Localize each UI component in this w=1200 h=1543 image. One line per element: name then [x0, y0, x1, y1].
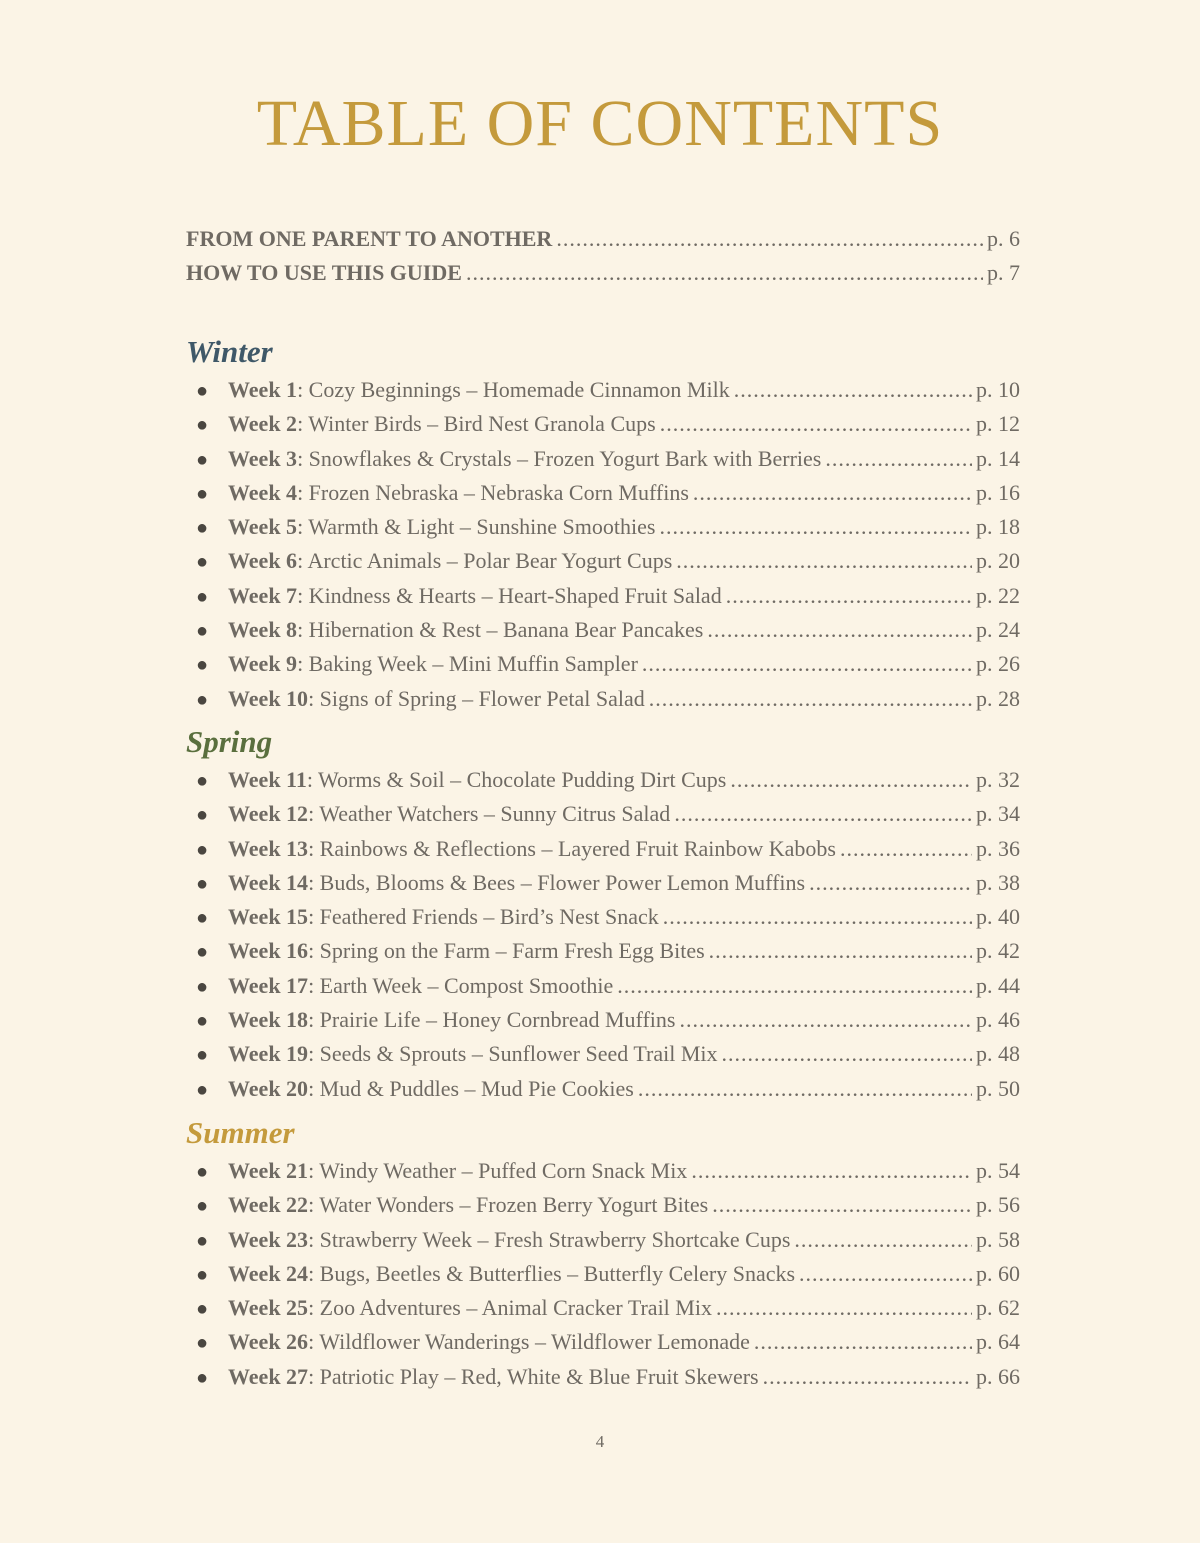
- dot-leader: [730, 767, 972, 793]
- week-label: Week 21: [228, 1158, 309, 1183]
- entry-label: FROM ONE PARENT TO ANOTHER: [186, 226, 553, 251]
- entry-page: p. 6: [987, 226, 1020, 251]
- season-heading-summer: Summer: [186, 1115, 295, 1150]
- dot-leader: [693, 480, 972, 506]
- toc-entry-week[interactable]: [196, 801, 1020, 835]
- entry-page: p. 44: [976, 972, 1020, 998]
- bullet-icon: ●: [196, 585, 209, 608]
- entry-page: p. 28: [976, 685, 1020, 711]
- bullet-icon: ●: [196, 1263, 209, 1286]
- dot-leader: [825, 446, 972, 472]
- entry-page: p. 34: [976, 801, 1020, 827]
- week-label: Week 7: [228, 582, 298, 608]
- week-label: Week 23: [228, 1226, 309, 1252]
- week-label: Week 4: [228, 479, 298, 505]
- week-label: Week 12: [228, 801, 309, 827]
- toc-entry-week[interactable]: [196, 617, 1020, 651]
- week-title: : Windy Weather – Puffed Corn Snack Mix: [308, 1158, 688, 1183]
- toc-entry-front-1[interactable]: [186, 226, 1020, 260]
- dot-leader: [794, 1227, 972, 1253]
- toc-entry-week[interactable]: [196, 446, 1020, 480]
- entry-page: p. 56: [976, 1192, 1020, 1218]
- week-label: Week 8: [228, 617, 298, 643]
- entry-page: p. 54: [976, 1158, 1020, 1183]
- week-title: : Arctic Animals – Polar Bear Yogurt Cups: [297, 548, 673, 574]
- toc-entry-week[interactable]: [196, 1261, 1020, 1295]
- week-label: Week 2: [228, 411, 298, 437]
- dot-leader: [663, 904, 972, 930]
- dot-leader: [679, 1007, 972, 1033]
- dot-leader: [617, 973, 972, 999]
- week-label: Week 26: [228, 1329, 309, 1355]
- toc-entry-week[interactable]: [196, 1192, 1020, 1226]
- toc-entry-week[interactable]: [196, 1364, 1020, 1398]
- entry-page: p. 10: [976, 377, 1020, 402]
- entry-page: p. 24: [976, 617, 1020, 643]
- dot-leader: [466, 260, 983, 286]
- bullet-icon: ●: [196, 1332, 209, 1355]
- bullet-icon: ●: [196, 654, 209, 677]
- bullet-icon: ●: [196, 448, 209, 471]
- page-title: TABLE OF CONTENTS: [256, 87, 944, 160]
- season-list-winter: [196, 377, 1020, 720]
- week-title: : Strawberry Week – Fresh Strawberry Shortcake Cups: [308, 1226, 791, 1252]
- entry-page: p. 26: [976, 651, 1020, 677]
- week-title: : Baking Week – Mini Muffin Sampler: [297, 651, 638, 677]
- bullet-icon: ●: [196, 1044, 209, 1067]
- entry-page: p. 22: [976, 582, 1020, 608]
- week-label: Week 16: [228, 938, 309, 964]
- toc-entry-week[interactable]: [196, 870, 1020, 904]
- week-title: : Warmth & Light – Sunshine Smoothies: [297, 514, 656, 540]
- entry-page: p. 46: [976, 1007, 1020, 1033]
- week-title: : Kindness & Hearts – Heart-Shaped Fruit Salad: [297, 582, 722, 608]
- entry-label: HOW TO USE THIS GUIDE: [186, 260, 462, 285]
- week-title: : Signs of Spring – Flower Petal Salad: [308, 685, 645, 711]
- week-title: : Earth Week – Compost Smoothie: [308, 972, 614, 998]
- week-label: Week 9: [228, 651, 298, 677]
- week-title: : Feathered Friends – Bird’s Nest Snack: [308, 904, 659, 930]
- week-label: Week 22: [228, 1192, 309, 1218]
- week-label: Week 11: [228, 767, 307, 792]
- dot-leader: [726, 583, 972, 609]
- bullet-icon: ●: [196, 838, 209, 861]
- entry-page: p. 38: [976, 869, 1020, 895]
- entry-page: p. 18: [976, 514, 1020, 540]
- bullet-icon: ●: [196, 1195, 209, 1218]
- entry-page: p. 20: [976, 548, 1020, 574]
- bullet-icon: ●: [196, 688, 209, 711]
- bullet-icon: ●: [196, 414, 209, 437]
- week-label: Week 13: [228, 835, 309, 861]
- dot-leader: [638, 1076, 972, 1102]
- entry-page: p. 62: [976, 1295, 1020, 1321]
- bullet-icon: ●: [196, 975, 209, 998]
- bullet-icon: ●: [196, 551, 209, 574]
- dot-leader: [660, 411, 972, 437]
- bullet-icon: ●: [196, 872, 209, 895]
- week-title: : Hibernation & Rest – Banana Bear Pancakes: [297, 617, 704, 643]
- dot-leader: [649, 686, 972, 712]
- toc-entry-week[interactable]: [196, 1007, 1020, 1041]
- dot-leader: [722, 1041, 972, 1067]
- week-label: Week 14: [228, 869, 309, 895]
- bullet-icon: ●: [196, 1229, 209, 1252]
- bullet-icon: ●: [196, 1078, 209, 1101]
- week-title: : Wildflower Wanderings – Wildflower Lemonade: [308, 1329, 750, 1355]
- entry-page: p. 36: [976, 835, 1020, 861]
- bullet-icon: ●: [196, 907, 209, 930]
- entry-page: p. 64: [976, 1329, 1020, 1355]
- week-title: : Rainbows & Reflections – Layered Fruit Rainbow Kabobs: [308, 835, 836, 861]
- week-title: : Bugs, Beetles & Butterflies – Butterfly Celery Snacks: [308, 1260, 796, 1286]
- bullet-icon: ●: [196, 1010, 209, 1033]
- toc-entry-week[interactable]: [196, 1329, 1020, 1363]
- week-title: : Seeds & Sprouts – Sunflower Seed Trail Mix: [308, 1041, 718, 1067]
- week-title: : Patriotic Play – Red, White & Blue Fruit Skewers: [308, 1363, 759, 1389]
- entry-page: p. 50: [976, 1075, 1020, 1101]
- dot-leader: [840, 836, 972, 862]
- dot-leader: [707, 617, 972, 643]
- entry-page: p. 58: [976, 1226, 1020, 1252]
- dot-leader: [809, 870, 972, 896]
- entry-page: p. 48: [976, 1041, 1020, 1067]
- dot-leader: [659, 514, 972, 540]
- week-label: Week 15: [228, 904, 309, 930]
- toc-entry-front-2[interactable]: [186, 260, 1020, 294]
- dot-leader: [763, 1364, 972, 1390]
- toc-entry-week[interactable]: [196, 1227, 1020, 1261]
- week-label: Week 3: [228, 445, 298, 471]
- bullet-icon: ●: [196, 380, 209, 402]
- toc-entry-week[interactable]: [196, 904, 1020, 938]
- bullet-icon: ●: [196, 804, 209, 827]
- entry-page: p. 7: [987, 260, 1020, 285]
- toc-entry-week[interactable]: [196, 1076, 1020, 1110]
- entry-page: p. 60: [976, 1260, 1020, 1286]
- season-list-spring: [196, 767, 1020, 1110]
- front-matter: [186, 226, 1020, 294]
- toc-entry-week[interactable]: [196, 1158, 1020, 1192]
- entry-page: p. 40: [976, 904, 1020, 930]
- entry-page: p. 32: [976, 767, 1020, 792]
- bullet-icon: ●: [196, 620, 209, 643]
- week-title: : Water Wonders – Frozen Berry Yogurt Bites: [308, 1192, 709, 1218]
- dot-leader: [674, 801, 972, 827]
- week-label: Week 18: [228, 1007, 309, 1033]
- week-title: : Weather Watchers – Sunny Citrus Salad: [308, 801, 671, 827]
- toc-entry-week[interactable]: [196, 973, 1020, 1007]
- week-title: : Prairie Life – Honey Cornbread Muffins: [308, 1007, 676, 1033]
- dot-leader: [799, 1261, 972, 1287]
- week-label: Week 6: [228, 548, 298, 574]
- entry-page: p. 42: [976, 938, 1020, 964]
- entry-page: p. 14: [976, 445, 1020, 471]
- toc-entry-week[interactable]: [196, 514, 1020, 548]
- toc-entry-week[interactable]: [196, 686, 1020, 720]
- season-list-summer: [196, 1158, 1020, 1398]
- toc-entry-week[interactable]: [196, 411, 1020, 445]
- bullet-icon: ●: [196, 1161, 209, 1183]
- week-label: Week 1: [228, 377, 298, 402]
- week-title: : Spring on the Farm – Farm Fresh Egg Bites: [308, 938, 705, 964]
- toc-entry-week[interactable]: [196, 651, 1020, 685]
- week-label: Week 5: [228, 514, 298, 540]
- week-label: Week 24: [228, 1260, 309, 1286]
- entry-page: p. 66: [976, 1363, 1020, 1389]
- week-label: Week 17: [228, 972, 309, 998]
- toc-entry-week[interactable]: [196, 767, 1020, 801]
- bullet-icon: ●: [196, 517, 209, 540]
- week-label: Week 25: [228, 1295, 309, 1321]
- toc-entry-week[interactable]: [196, 480, 1020, 514]
- week-title: : Winter Birds – Bird Nest Granola Cups: [297, 411, 656, 437]
- week-title: : Snowflakes & Crystals – Frozen Yogurt Bark with Berries: [297, 445, 822, 471]
- toc-entry-week[interactable]: [196, 548, 1020, 582]
- bullet-icon: ●: [196, 1366, 209, 1389]
- bullet-icon: ●: [196, 1298, 209, 1321]
- toc-entry-week[interactable]: [196, 938, 1020, 972]
- dot-leader: [754, 1329, 972, 1355]
- week-title: : Frozen Nebraska – Nebraska Corn Muffins: [297, 479, 689, 505]
- dot-leader: [676, 548, 972, 574]
- toc-entry-week[interactable]: [196, 1041, 1020, 1075]
- season-heading-spring: Spring: [186, 724, 273, 759]
- season-heading-winter: Winter: [186, 334, 273, 369]
- week-title: : Worms & Soil – Chocolate Pudding Dirt Cups: [306, 767, 727, 792]
- dot-leader: [691, 1158, 972, 1184]
- toc-entry-week[interactable]: [196, 377, 1020, 411]
- week-label: Week 20: [228, 1075, 309, 1101]
- dot-leader: [642, 651, 972, 677]
- dot-leader: [734, 377, 972, 403]
- page-number: 4: [595, 1432, 605, 1451]
- dot-leader: [556, 226, 983, 252]
- toc-entry-week[interactable]: [196, 836, 1020, 870]
- week-label: Week 19: [228, 1041, 309, 1067]
- week-title: : Mud & Puddles – Mud Pie Cookies: [308, 1075, 634, 1101]
- dot-leader: [709, 938, 972, 964]
- toc-entry-week[interactable]: [196, 1295, 1020, 1329]
- dot-leader: [712, 1192, 972, 1218]
- week-title: : Buds, Blooms & Bees – Flower Power Lemon Muffins: [308, 869, 806, 895]
- dot-leader: [716, 1295, 972, 1321]
- bullet-icon: ●: [196, 482, 209, 505]
- entry-page: p. 12: [976, 411, 1020, 437]
- bullet-icon: ●: [196, 770, 209, 792]
- toc-entry-week[interactable]: [196, 583, 1020, 617]
- week-label: Week 27: [228, 1363, 309, 1389]
- entry-page: p. 16: [976, 479, 1020, 505]
- week-label: Week 10: [228, 685, 309, 711]
- week-title: : Cozy Beginnings – Homemade Cinnamon Milk: [297, 377, 730, 402]
- bullet-icon: ●: [196, 941, 209, 964]
- week-title: : Zoo Adventures – Animal Cracker Trail Mix: [308, 1295, 712, 1321]
